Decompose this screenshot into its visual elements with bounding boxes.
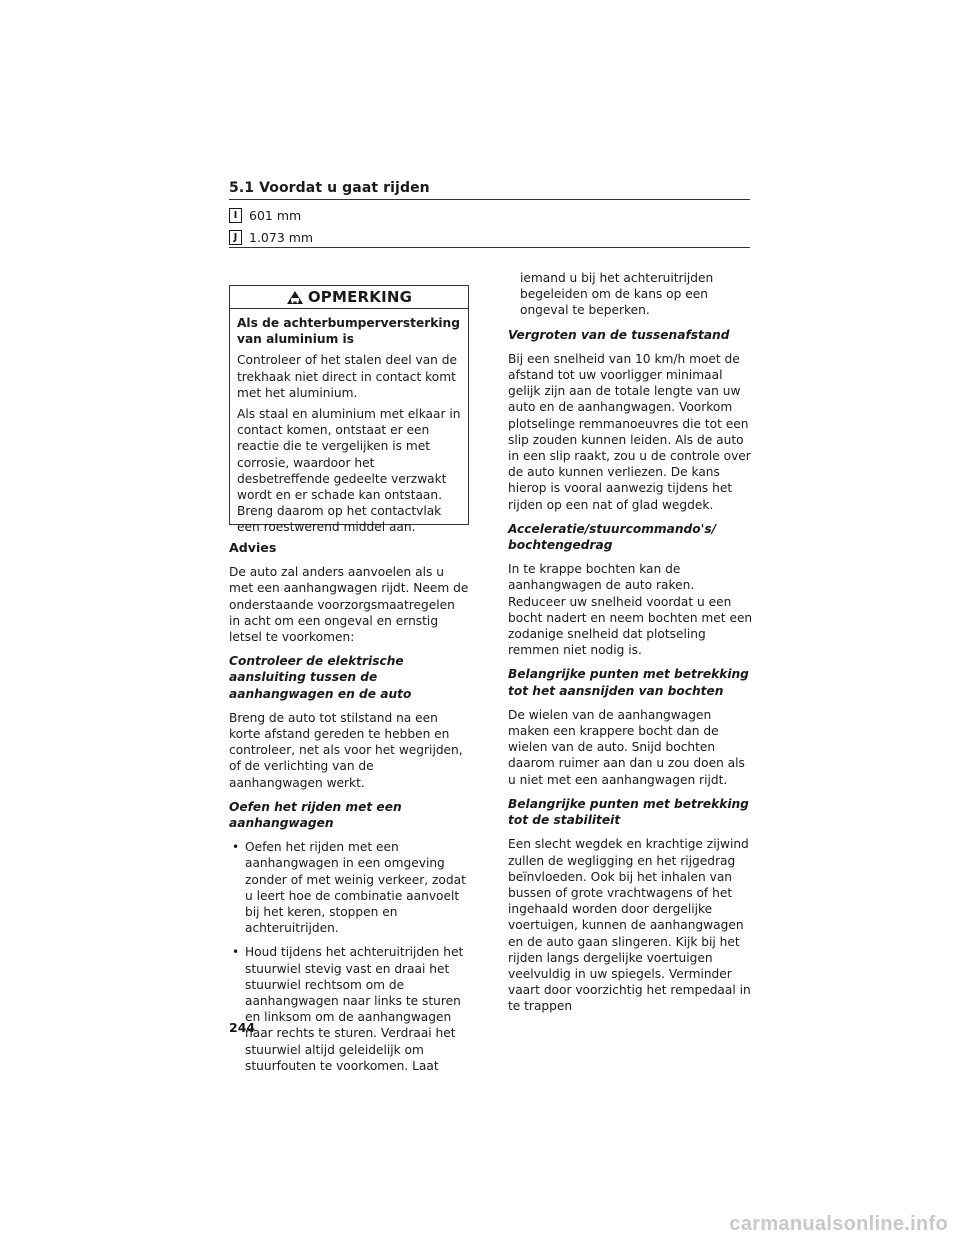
paragraph-bochten: De wielen van de aanhangwagen maken een krappere bocht dan de wielen van de auto. Snijd bochten daarom ruimer aan dan u zou doen als u niet met een aanhangwagen rijdt. — [508, 707, 745, 787]
dimension-label-box: J — [229, 230, 242, 245]
watermark: carmanualsonline.info — [729, 1213, 948, 1235]
bullet-item: • Oefen het rijden met een aanhangwagen in een omgeving zonder of met weinig verkeer, zodat u leert hoe de combinatie aanvoelt bij het keren, stoppen en achteruitrijden. — [229, 839, 469, 936]
subheading-tussenafstand: Vergroten van de tussenafstand — [508, 327, 730, 342]
advies-text: De auto zal anders aanvoelen als u met een aanhangwagen rijdt. Neem de onderstaande voorzorgsmaatregelen in acht om een ongeval en ernstig letsel te voorkomen: — [229, 565, 469, 645]
paragraph-acceleratie: In te krappe bochten kan de aanhangwagen de auto raken. Reduceer uw snelheid voordat u een bocht nadert en neem bochten met een zodanige snelheid dat plotseling remmen niet nodig is. — [508, 562, 753, 658]
subheading-bochten: Belangrijke punten met betrekking tot het aansnijden van bochten — [508, 667, 749, 698]
dimension-label-box: I — [229, 208, 242, 223]
section-title: 5.1 Voordat u gaat rijden — [229, 180, 430, 196]
paragraph-tussenafstand: Bij een snelheid van 10 km/h moet de afstand tot uw voorligger minimaal gelijk zijn aan de totale lengte van uw auto en de aanhangwagen. Voorkom plotselinge remmanoeuvres die tot een slip zouden kunnen leiden. Als de auto in een slip raakt, zou u de controle over de auto kunnen verliezen. De kans hierop is vooral aanwezig tijdens het rijden op een nat of glad wegdek. — [508, 351, 751, 512]
notice-subheading: Als de achterbumperversterking van aluminium is — [237, 316, 460, 347]
dimension-row-i — [229, 208, 301, 223]
subheading-acceleratie: Acceleratie/stuurcommando's/ bochtengedrag — [508, 521, 717, 553]
paragraph-stabiliteit: Een slecht wegdek en krachtige zijwind zullen de wegligging en het rijgedrag beïnvloeden. Ook bij het inhalen van bussen of grote vrachtwagens of het ingehaald worden door dergelijke voertuigen, kunnen de aanhangwagen en de auto gaan slingeren. Kijk bij het rijden langs dergelijke voertuigen veelvuldig in uw spiegels. Verminder vaart door voorzichtig het rempedaal in te trappen — [508, 837, 751, 1014]
page-number: 244 — [229, 1020, 256, 1035]
bullet-item: • Houd tijdens het achteruitrijden het stuurwiel stevig vast en draai het stuurwiel rechtsom om de aanhangwagen naar links te sturen en linksom om de aanhangwagen naar rechts te sturen. Verdraai het stuurwiel altijd geleidelijk om stuurfouten te voorkomen. Laat — [229, 944, 469, 1074]
section-title-rule — [229, 199, 750, 200]
bullet-list — [229, 839, 469, 1074]
paragraph-elektrische-aansluiting: Breng de auto tot stilstand na een korte afstand gereden te hebben en controleer, net als voor het wegrijden, of de verlichting van de aanhangwagen werkt. — [229, 710, 463, 790]
dimension-value: 601 mm — [249, 208, 302, 223]
right-column — [508, 270, 754, 1023]
notice-paragraph: Als staal en aluminium met elkaar in contact komen, ontstaat er een reactie die te vergelijken is met corrosie, waardoor het desbetreffende gedeelte verzwakt wordt en er schade kan ontstaan. Breng daarom op het contactvlak een roestwerend middel aan. — [237, 407, 461, 535]
subheading-stabiliteit: Belangrijke punten met betrekking tot de stabiliteit — [508, 796, 749, 828]
notice-header — [230, 286, 468, 309]
dimension-rule — [229, 247, 750, 248]
continued-bullet-text: iemand u bij het achteruitrijden begeleiden om de kans op een ongeval te beperken. — [520, 271, 714, 318]
notice-box — [229, 285, 469, 535]
subheading-elektrische-aansluiting: Controleer de elektrische aansluiting tussen de aanhangwagen en de auto — [229, 654, 412, 701]
notice-heading: OPMERKING — [307, 288, 413, 306]
subheading-oefen-rijden: Oefen het rijden met een aanhangwagen — [229, 799, 402, 831]
notice-paragraph: Controleer of het stalen deel van de trekhaak niet direct in contact komt met het aluminium. — [237, 353, 458, 400]
advies-heading: Advies — [229, 540, 277, 555]
dimension-value: 1.073 mm — [249, 230, 314, 245]
dimension-row-j — [229, 230, 313, 245]
left-column — [229, 540, 469, 1082]
warning-car-icon — [286, 290, 304, 305]
